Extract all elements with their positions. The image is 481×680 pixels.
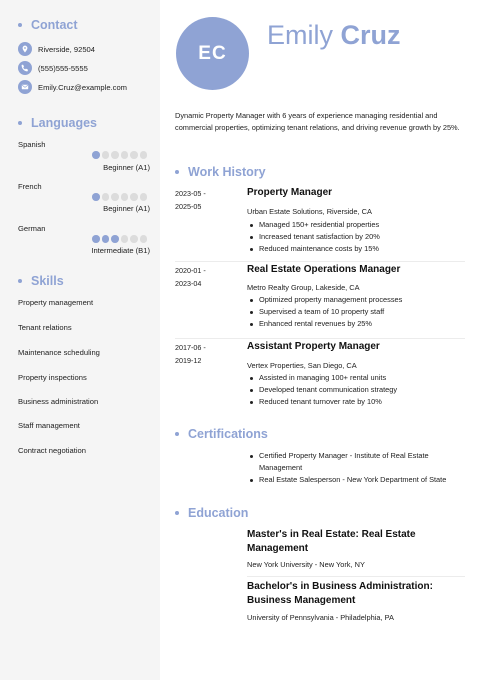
divider [175,261,465,262]
job-start: 2023-05 - [175,189,206,198]
contact-heading [18,18,78,32]
rating-dot-filled [92,235,100,243]
degree-title: Master's in Real Estate: Real Estate Management [247,529,416,554]
rating-dot-empty [121,193,129,201]
address-text: Riverside, 92504 [38,44,95,54]
job-bullets [247,372,462,409]
avatar: EC [176,17,249,90]
summary: Dynamic Property Manager with 6 years of experience managing residential and commercial properties, optimizing tenant relations, and driving revenue growth by 25%. [175,111,460,133]
job-start: 2017-06 - [175,343,206,352]
certifications-heading-text: Certifications [188,427,268,441]
contact-email[interactable] [18,80,127,94]
languages-heading [18,116,97,130]
rating-dot-empty [130,235,138,243]
rating-dot-filled [111,235,119,243]
language-rating [92,151,149,159]
certifications-heading [175,427,268,441]
school-name: University of Pennsylvania - Philadelphia, PA [247,613,394,622]
contact-heading-text: Contact [31,18,78,32]
language-level: Beginner (A1) [103,163,150,172]
job-dates [175,341,206,367]
bullet-item: Enhanced rental revenues by 25% [247,318,462,330]
work-history-heading-text: Work History [188,165,266,179]
divider [247,576,465,577]
degree-title: Bachelor's in Business Administration: Business Management [247,581,433,606]
contact-address [18,42,95,56]
rating-dot-empty [111,151,119,159]
rating-dot-empty [140,151,148,159]
email-text[interactable]: Emily.Cruz@example.com [38,82,128,92]
language-level: Intermediate (B1) [91,246,150,255]
skill-item: Property inspections [18,373,87,382]
education-heading [175,506,248,520]
bullet-item: Assisted in managing 100+ rental units [247,372,462,384]
skills-heading [18,274,64,288]
bullet-item: Supervised a team of 10 property staff [247,306,462,318]
skill-item: Property management [18,298,94,307]
heading-dot [18,23,22,27]
bullet-item: Reduced tenant turnover rate by 10% [247,396,462,408]
bullet-item: Reduced maintenance costs by 15% [247,243,462,255]
rating-dot-empty [130,151,138,159]
phone-text: (555)555-5555 [38,63,88,73]
rating-dot-empty [140,235,148,243]
sidebar [0,0,160,680]
job-end: 2023-04 [175,279,202,288]
education-heading-text: Education [188,506,249,520]
heading-dot [175,170,179,174]
heading-dot [175,511,179,515]
divider [175,338,465,339]
heading-dot [175,432,179,436]
work-history-heading [175,165,266,179]
job-bullets [247,219,462,256]
bullet-item: Optimized property management processes [247,294,462,306]
job-start: 2020-01 - [175,266,206,275]
rating-dot-filled [92,151,100,159]
job-title: Assistant Property Manager [247,341,380,352]
language-level: Beginner (A1) [103,204,150,213]
rating-dot-filled [102,235,110,243]
skill-item: Staff management [18,421,80,430]
location-pin-icon [18,42,32,56]
job-company: Vertex Properties, San Diego, CA [247,361,357,370]
languages-heading-text: Languages [31,116,97,130]
job-title: Real Estate Operations Manager [247,264,401,275]
skill-item: Contract negotiation [18,446,86,455]
last-name: Cruz [340,20,401,50]
certification-list [247,450,462,487]
first-name: Emily [267,20,333,50]
rating-dot-empty [121,235,129,243]
language-name: French [18,182,42,191]
job-bullets [247,294,462,331]
job-end: 2019-12 [175,356,202,365]
heading-dot [18,279,22,283]
job-end: 2025-05 [175,202,202,211]
bullet-item: Increased tenant satisfaction by 20% [247,231,462,243]
bullet-item: Managed 150+ residential properties [247,219,462,231]
language-name: German [18,224,46,233]
job-dates [175,264,206,290]
certification-item: Real Estate Salesperson - New York Department of State [247,474,462,486]
rating-dot-filled [92,193,100,201]
rating-dot-empty [140,193,148,201]
job-company: Urban Estate Solutions, Riverside, CA [247,207,372,216]
rating-dot-empty [102,193,110,201]
language-rating [92,235,149,243]
school-name: New York University - New York, NY [247,560,365,569]
job-title: Property Manager [247,187,333,198]
skill-item: Tenant relations [18,323,72,332]
rating-dot-empty [130,193,138,201]
job-dates [175,187,206,213]
skill-item: Business administration [18,397,99,406]
skills-heading-text: Skills [31,274,64,288]
job-company: Metro Realty Group, Lakeside, CA [247,283,360,292]
envelope-icon [18,80,32,94]
rating-dot-empty [111,193,119,201]
language-rating [92,193,149,201]
rating-dot-empty [102,151,110,159]
language-name: Spanish [18,140,46,149]
bullet-item: Developed tenant communication strategy [247,384,462,396]
candidate-name [267,20,401,51]
contact-phone [18,61,88,75]
certification-item: Certified Property Manager - Institute of Real Estate Management [247,450,462,474]
phone-icon [18,61,32,75]
heading-dot [18,121,22,125]
rating-dot-empty [121,151,129,159]
skill-item: Maintenance scheduling [18,348,100,357]
